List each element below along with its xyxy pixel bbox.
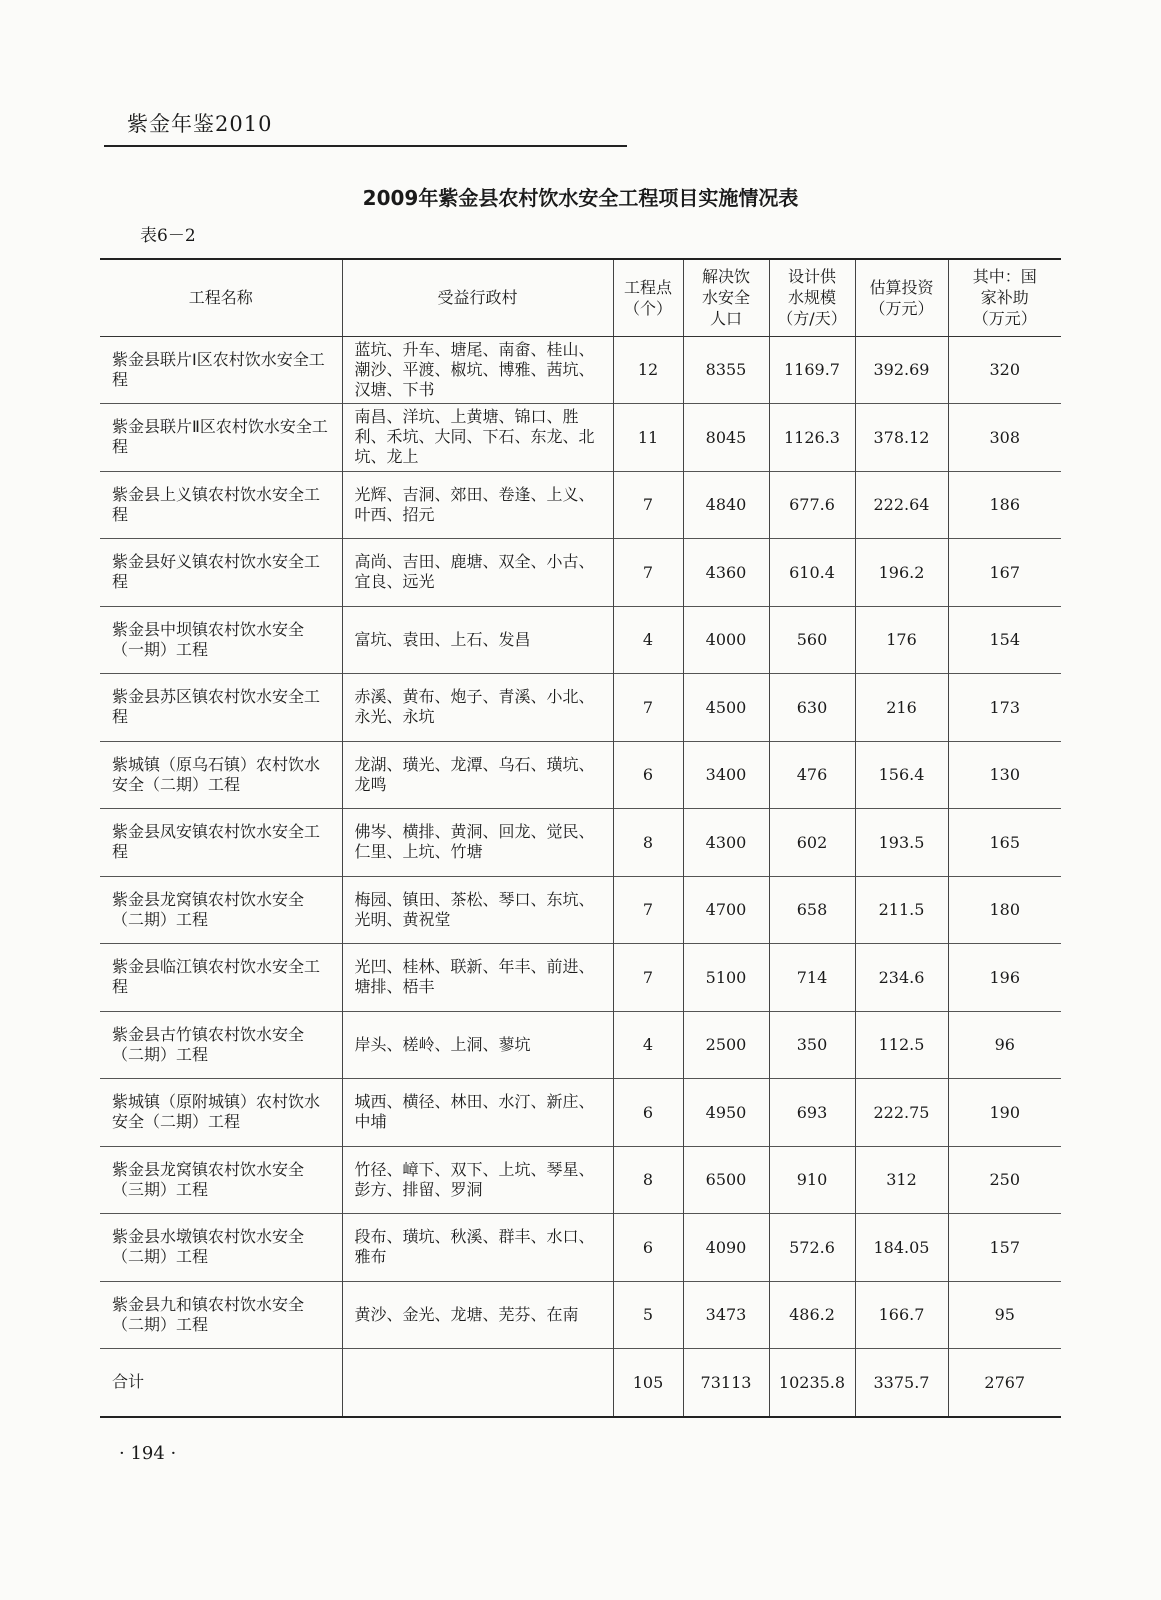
- cell-investment: 222.64: [855, 471, 948, 539]
- cell-population: 6500: [683, 1146, 769, 1214]
- cell-project-name: 紫城镇（原乌石镇）农村饮水安全（二期）工程: [100, 741, 342, 809]
- cell-investment: 184.05: [855, 1214, 948, 1282]
- cell-population: 4840: [683, 471, 769, 539]
- cell-project-name: 紫金县联片Ⅱ区农村饮水安全工程: [100, 404, 342, 472]
- table-body: [100, 336, 1061, 1417]
- table-row: [100, 741, 1061, 809]
- cell-capacity: 560: [769, 606, 855, 674]
- cell-capacity: 714: [769, 944, 855, 1012]
- cell-investment: 312: [855, 1146, 948, 1214]
- table-row: [100, 944, 1061, 1012]
- cell-villages: 城西、横径、林田、水汀、新庄、中埔: [342, 1079, 613, 1147]
- cell-project-name: 合计: [100, 1349, 342, 1417]
- cell-subsidy: 173: [948, 674, 1061, 742]
- table-header-row: [100, 259, 1061, 336]
- cell-project-name: 紫金县九和镇农村饮水安全（二期）工程: [100, 1281, 342, 1349]
- cell-points: 105: [613, 1349, 683, 1417]
- col-header-subsidy: 其中：国 家补助 （万元）: [948, 259, 1061, 336]
- cell-points: 6: [613, 741, 683, 809]
- cell-villages: 光辉、吉洞、郊田、卷逢、上义、叶西、招元: [342, 471, 613, 539]
- cell-villages: 竹径、嶂下、双下、上坑、琴星、彭方、排留、罗洞: [342, 1146, 613, 1214]
- cell-capacity: 486.2: [769, 1281, 855, 1349]
- col-header-project-name: 工程名称: [100, 259, 342, 336]
- table-row: [100, 606, 1061, 674]
- cell-subsidy: 250: [948, 1146, 1061, 1214]
- cell-population: 8045: [683, 404, 769, 472]
- cell-investment: 234.6: [855, 944, 948, 1012]
- page-number: · 194 ·: [119, 1443, 177, 1464]
- cell-villages: 蓝坑、升车、塘尾、南畲、桂山、潮沙、平渡、椒坑、博雅、茜坑、汉塘、下书: [342, 336, 613, 404]
- cell-project-name: 紫金县临江镇农村饮水安全工程: [100, 944, 342, 1012]
- cell-investment: 392.69: [855, 336, 948, 404]
- table-total-row: [100, 1349, 1061, 1417]
- cell-project-name: 紫城镇（原附城镇）农村饮水安全（二期）工程: [100, 1079, 342, 1147]
- cell-population: 3473: [683, 1281, 769, 1349]
- cell-investment: 196.2: [855, 539, 948, 607]
- table-row: [100, 674, 1061, 742]
- cell-points: 7: [613, 876, 683, 944]
- table-row: [100, 1079, 1061, 1147]
- cell-population: 4090: [683, 1214, 769, 1282]
- cell-project-name: 紫金县古竹镇农村饮水安全（二期）工程: [100, 1011, 342, 1079]
- cell-population: 4300: [683, 809, 769, 877]
- cell-subsidy: 180: [948, 876, 1061, 944]
- col-header-investment: 估算投资 （万元）: [855, 259, 948, 336]
- cell-subsidy: 154: [948, 606, 1061, 674]
- cell-investment: 193.5: [855, 809, 948, 877]
- cell-project-name: 紫金县龙窝镇农村饮水安全（三期）工程: [100, 1146, 342, 1214]
- cell-subsidy: 196: [948, 944, 1061, 1012]
- cell-villages: 南昌、洋坑、上黄塘、锦口、胜利、禾坑、大同、下石、东龙、北坑、龙上: [342, 404, 613, 472]
- cell-points: 7: [613, 944, 683, 1012]
- cell-capacity: 10235.8: [769, 1349, 855, 1417]
- cell-villages: 高尚、吉田、鹿塘、双全、小古、宜良、远光: [342, 539, 613, 607]
- cell-population: 4700: [683, 876, 769, 944]
- cell-project-name: 紫金县凤安镇农村饮水安全工程: [100, 809, 342, 877]
- cell-population: 4360: [683, 539, 769, 607]
- cell-subsidy: 186: [948, 471, 1061, 539]
- cell-capacity: 1169.7: [769, 336, 855, 404]
- cell-population: 3400: [683, 741, 769, 809]
- cell-investment: 156.4: [855, 741, 948, 809]
- cell-project-name: 紫金县中坝镇农村饮水安全（一期）工程: [100, 606, 342, 674]
- cell-capacity: 610.4: [769, 539, 855, 607]
- table-row: [100, 1214, 1061, 1282]
- cell-population: 4000: [683, 606, 769, 674]
- cell-capacity: 476: [769, 741, 855, 809]
- table-row: [100, 539, 1061, 607]
- table-row: [100, 876, 1061, 944]
- cell-villages: 岸头、槎岭、上洞、蓼坑: [342, 1011, 613, 1079]
- cell-capacity: 910: [769, 1146, 855, 1214]
- cell-points: 7: [613, 539, 683, 607]
- cell-subsidy: 167: [948, 539, 1061, 607]
- cell-subsidy: 2767: [948, 1349, 1061, 1417]
- cell-points: 8: [613, 1146, 683, 1214]
- cell-capacity: 693: [769, 1079, 855, 1147]
- cell-investment: 3375.7: [855, 1349, 948, 1417]
- cell-villages: 佛岑、横排、黄洞、回龙、觉民、仁里、上坑、竹塘: [342, 809, 613, 877]
- cell-points: 4: [613, 1011, 683, 1079]
- cell-project-name: 紫金县水墩镇农村饮水安全（二期）工程: [100, 1214, 342, 1282]
- table-row: [100, 404, 1061, 472]
- cell-population: 73113: [683, 1349, 769, 1417]
- cell-villages: 赤溪、黄布、炮子、青溪、小北、永光、永坑: [342, 674, 613, 742]
- cell-investment: 176: [855, 606, 948, 674]
- cell-subsidy: 157: [948, 1214, 1061, 1282]
- col-header-points: 工程点 （个）: [613, 259, 683, 336]
- table-row: [100, 809, 1061, 877]
- cell-points: 6: [613, 1214, 683, 1282]
- header-rule: [104, 145, 627, 147]
- table-title: 2009年紫金县农村饮水安全工程项目实施情况表: [362, 186, 799, 210]
- cell-capacity: 677.6: [769, 471, 855, 539]
- running-head: 紫金年鉴2010: [127, 112, 273, 136]
- cell-project-name: 紫金县上义镇农村饮水安全工程: [100, 471, 342, 539]
- cell-points: 6: [613, 1079, 683, 1147]
- cell-subsidy: 308: [948, 404, 1061, 472]
- table-row: [100, 1146, 1061, 1214]
- cell-investment: 216: [855, 674, 948, 742]
- cell-investment: 166.7: [855, 1281, 948, 1349]
- cell-project-name: 紫金县苏区镇农村饮水安全工程: [100, 674, 342, 742]
- cell-villages: 段布、璜坑、秋溪、群丰、水口、雅布: [342, 1214, 613, 1282]
- cell-points: 8: [613, 809, 683, 877]
- cell-capacity: 350: [769, 1011, 855, 1079]
- cell-villages: 富坑、袁田、上石、发昌: [342, 606, 613, 674]
- cell-villages: 光凹、桂林、联新、年丰、前进、塘排、梧丰: [342, 944, 613, 1012]
- cell-subsidy: 320: [948, 336, 1061, 404]
- col-header-capacity: 设计供 水规模 （方/天）: [769, 259, 855, 336]
- cell-points: 7: [613, 471, 683, 539]
- cell-population: 8355: [683, 336, 769, 404]
- col-header-villages: 受益行政村: [342, 259, 613, 336]
- cell-villages: 梅园、镇田、茶松、琴口、东坑、光明、黄祝堂: [342, 876, 613, 944]
- col-header-population: 解决饮 水安全 人口: [683, 259, 769, 336]
- cell-subsidy: 95: [948, 1281, 1061, 1349]
- cell-capacity: 572.6: [769, 1214, 855, 1282]
- cell-points: 12: [613, 336, 683, 404]
- cell-project-name: 紫金县龙窝镇农村饮水安全（二期）工程: [100, 876, 342, 944]
- cell-villages: [342, 1349, 613, 1417]
- cell-population: 2500: [683, 1011, 769, 1079]
- cell-points: 5: [613, 1281, 683, 1349]
- cell-capacity: 1126.3: [769, 404, 855, 472]
- table-row: [100, 1011, 1061, 1079]
- cell-points: 7: [613, 674, 683, 742]
- cell-subsidy: 96: [948, 1011, 1061, 1079]
- cell-population: 4950: [683, 1079, 769, 1147]
- water-project-table: [100, 258, 1061, 1418]
- cell-points: 11: [613, 404, 683, 472]
- cell-project-name: 紫金县好义镇农村饮水安全工程: [100, 539, 342, 607]
- cell-villages: 龙湖、璜光、龙潭、乌石、璜坑、龙鸣: [342, 741, 613, 809]
- cell-population: 5100: [683, 944, 769, 1012]
- cell-points: 4: [613, 606, 683, 674]
- cell-investment: 112.5: [855, 1011, 948, 1079]
- cell-investment: 222.75: [855, 1079, 948, 1147]
- cell-capacity: 630: [769, 674, 855, 742]
- table-row: [100, 1281, 1061, 1349]
- table-row: [100, 336, 1061, 404]
- cell-villages: 黄沙、金光、龙塘、芜芬、在南: [342, 1281, 613, 1349]
- table-number: 表6－2: [140, 226, 196, 246]
- cell-subsidy: 190: [948, 1079, 1061, 1147]
- cell-investment: 211.5: [855, 876, 948, 944]
- cell-capacity: 602: [769, 809, 855, 877]
- cell-capacity: 658: [769, 876, 855, 944]
- cell-investment: 378.12: [855, 404, 948, 472]
- cell-subsidy: 165: [948, 809, 1061, 877]
- cell-subsidy: 130: [948, 741, 1061, 809]
- cell-project-name: 紫金县联片Ⅰ区农村饮水安全工程: [112, 349, 325, 389]
- table-row: [100, 471, 1061, 539]
- cell-population: 4500: [683, 674, 769, 742]
